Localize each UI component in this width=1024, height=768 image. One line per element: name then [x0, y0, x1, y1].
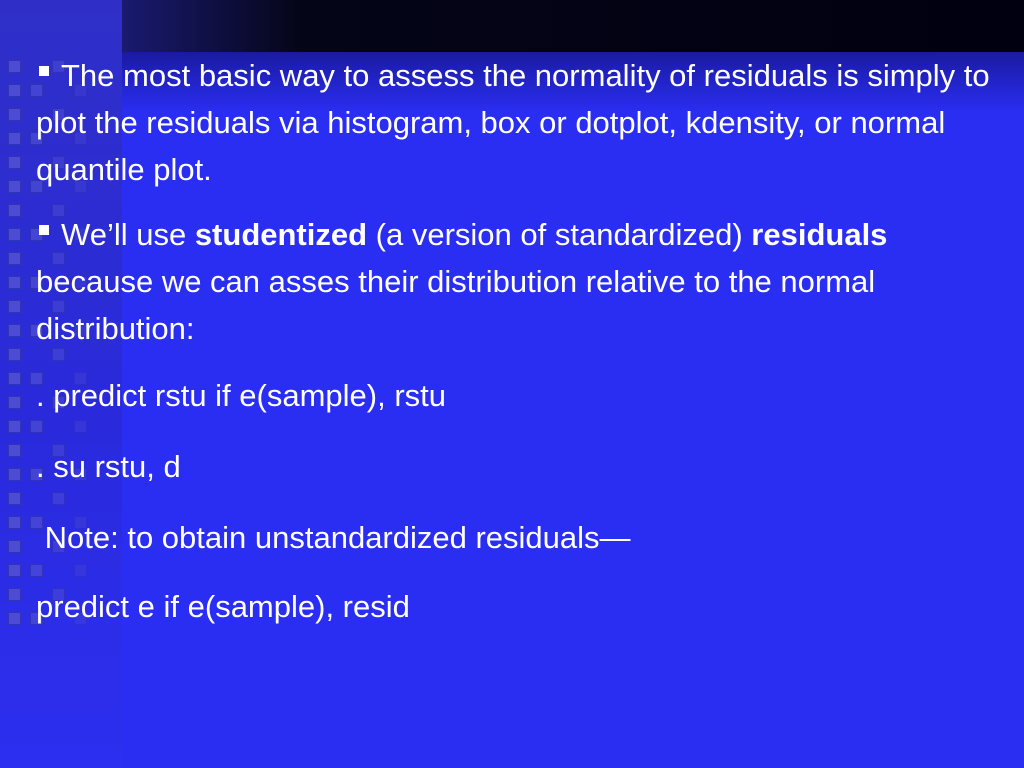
bullet-paragraph-2	[36, 211, 996, 352]
decor-square	[8, 420, 21, 433]
decor-square	[8, 156, 21, 169]
decor-square	[8, 108, 21, 121]
note-unstandardized	[36, 514, 996, 561]
bullet-2-bold-residuals: residuals	[751, 217, 888, 252]
decor-square	[8, 84, 21, 97]
decor-square	[8, 540, 21, 553]
decor-square	[8, 324, 21, 337]
decor-square	[8, 60, 21, 73]
decor-square	[8, 300, 21, 313]
decor-square	[8, 252, 21, 265]
command-su-rstu: . su rstu, d	[36, 449, 181, 484]
decor-square	[8, 180, 21, 193]
decor-square	[8, 588, 21, 601]
decor-square	[8, 132, 21, 145]
decor-square	[8, 492, 21, 505]
bullet-2-mid: (a version of standardized)	[367, 217, 752, 252]
bullet-2-post: because we can asses their distribution relative to the normal distribution:	[36, 264, 876, 346]
command-predict-resid: predict e if e(sample), resid	[36, 589, 410, 624]
decor-square	[8, 228, 21, 241]
decor-square	[8, 204, 21, 217]
decor-square	[8, 372, 21, 385]
decor-square	[8, 276, 21, 289]
bullet-paragraph-1	[36, 52, 996, 193]
decor-square	[8, 612, 21, 625]
note-text: Note: to obtain unstandardized residuals—	[44, 520, 631, 555]
decor-square	[8, 564, 21, 577]
bullet-1-text: The most basic way to assess the normality of residuals is simply to plot the residuals via histogram, box or dotplot, kdensity, or normal quantile plot.	[36, 58, 990, 187]
bullet-2-pre: We’ll use	[61, 217, 195, 252]
decor-square	[8, 348, 21, 361]
decor-square	[8, 444, 21, 457]
decor-square	[8, 516, 21, 529]
bullet-2-bold-studentized: studentized	[194, 217, 368, 252]
decor-square	[8, 468, 21, 481]
command-predict-rstu: . predict rstu if e(sample), rstu	[36, 378, 447, 413]
square-bullet-icon	[39, 225, 49, 235]
slide-content	[36, 52, 996, 630]
decor-square	[8, 396, 21, 409]
square-bullet-icon	[39, 66, 49, 76]
top-dark-band	[0, 0, 1024, 52]
